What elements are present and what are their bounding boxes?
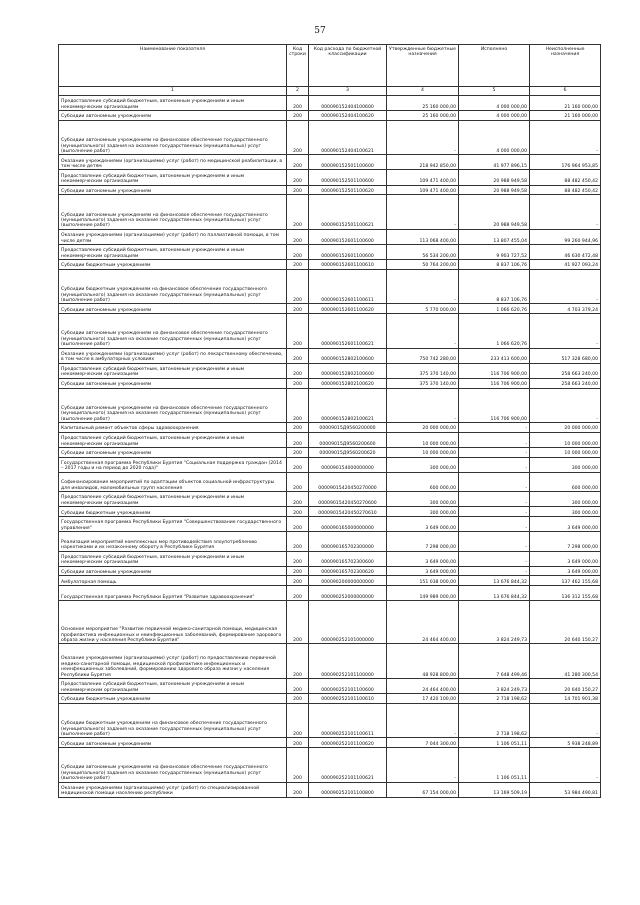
table-row (59, 229, 601, 244)
cell-name: Субсидии автономным учреждениям (59, 738, 287, 748)
cell-budget-code: 000090152501100620 (309, 185, 387, 195)
cell-executed: - (459, 423, 530, 433)
cell-name: Предоставление субсидий бюджетным, автономным учреждениям и иным некоммерческим организациям (59, 244, 287, 259)
cell-name: Субсидии автономным учреждениям (59, 566, 287, 576)
cell-approved: 300 000,00 (387, 507, 459, 517)
cell-name: Предоставление субсидий бюджетным, автономным учреждениям и иным некоммерческим организациям (59, 492, 287, 507)
cell-budget-code: 000090152802100600 (309, 348, 387, 363)
cell-name: Субсидии автономным учреждениям (59, 378, 287, 388)
cell-approved: 300 000,00 (387, 457, 459, 472)
cell-line-code: 200 (287, 120, 309, 155)
cell-budget-code: 000090152404100620 (309, 111, 387, 121)
cell-name: Субсидии автономным учреждениям на финансовое обеспечение государственного (муниципального) задания на оказание государственных (муниципальных) услуг (выполнение работ) (59, 120, 287, 155)
cell-name: Субсидии автономным учреждениям (59, 185, 287, 195)
cell-unexecuted: - (530, 388, 601, 423)
cell-executed: 13 169 509,19 (459, 782, 530, 797)
cell-budget-code: 000090252101100800 (309, 782, 387, 797)
header-executed: Исполнено (459, 45, 530, 87)
col-number: 1 (59, 87, 287, 96)
table-row (59, 363, 601, 378)
cell-approved: 375 370 140,00 (387, 363, 459, 378)
col-number: 3 (309, 87, 387, 96)
cell-approved: 56 534 200,00 (387, 244, 459, 259)
cell-name: Субсидии автономным учреждениям на финансовое обеспечение государственного (муниципального) задания на оказание государственных (муниципальных) услуг (выполнение работ) (59, 195, 287, 230)
table-row (59, 378, 601, 388)
cell-budget-code: 000090165702300620 (309, 566, 387, 576)
cell-line-code: 200 (287, 348, 309, 363)
cell-line-code: 200 (287, 432, 309, 447)
cell-executed: 2 718 198,62 (459, 694, 530, 704)
cell-name: Оказание учреждениями (организациями) услуг (работ) по предоставлению первичной медико-санитарной помощи, медицинской профилактике инфекционных и неинфекционных заболеваний, формированию здорового образа жизни у населения Республики Бурятия (59, 644, 287, 679)
cell-approved: 48 928 800,00 (387, 644, 459, 679)
cell-unexecuted: 176 964 953,85 (530, 155, 601, 170)
cell-approved: 3 649 000,00 (387, 551, 459, 566)
cell-budget-code: 000090252101100000 (309, 644, 387, 679)
cell-executed: 3 824 249,73 (459, 678, 530, 693)
table-row (59, 155, 601, 170)
cell-unexecuted: 3 649 000,00 (530, 551, 601, 566)
cell-approved: 113 068 400,00 (387, 229, 459, 244)
cell-budget-code: 000090152802100621 (309, 388, 387, 423)
cell-executed: 13 807 455,04 (459, 229, 530, 244)
cell-approved: 300 000,00 (387, 492, 459, 507)
table-row (59, 348, 601, 363)
cell-name: Субсидии бюджетным учреждениям (59, 260, 287, 270)
cell-approved: 20 000 000,00 (387, 423, 459, 433)
table-row (59, 423, 601, 433)
table-row (59, 532, 601, 551)
cell-line-code: 200 (287, 378, 309, 388)
cell-unexecuted: 300 000,00 (530, 457, 601, 472)
cell-name: Оказание учреждениями (организациями) услуг (работ) по лекарственному обеспечению, в том числе в амбулаторных условиях (59, 348, 287, 363)
page-number: 57 (314, 26, 326, 36)
cell-name: Субсидии автономным учреждениям на финансовое обеспечение государственного (муниципального) задания на оказание государственных (муниципальных) услуг (выполнение работ) (59, 748, 287, 783)
cell-unexecuted: - (530, 748, 601, 783)
cell-approved: - (387, 120, 459, 155)
cell-unexecuted: 46 630 472,48 (530, 244, 601, 259)
cell-name: Государственная программа Республики Бурятия "Развитие здравоохранения" (59, 586, 287, 601)
cell-line-code: 200 (287, 170, 309, 185)
table-row (59, 472, 601, 491)
table-row (59, 517, 601, 532)
table-row (59, 694, 601, 704)
cell-approved: 10 000 000,00 (387, 447, 459, 457)
cell-budget-code: 000090165702300000 (309, 532, 387, 551)
header-approved: Утвержденные бюджетные назначения (387, 45, 459, 87)
cell-approved: 109 471 400,00 (387, 185, 459, 195)
table-row (59, 457, 601, 472)
table-row (59, 566, 601, 576)
cell-name: Основное мероприятие "Развитие первичной медико-санитарной помощи, медицинская профилактика инфекционных и неинфекционных заболеваний, формирование здорового образа жизни у населения Республики Бурятия" (59, 601, 287, 644)
cell-executed: - (459, 507, 530, 517)
cell-line-code: 200 (287, 507, 309, 517)
cell-name: Субсидии автономным учреждениям (59, 111, 287, 121)
cell-executed: 3 824 249,73 (459, 601, 530, 644)
cell-line-code: 200 (287, 694, 309, 704)
cell-executed: - (459, 472, 530, 491)
cell-unexecuted: 21 160 000,00 (530, 111, 601, 121)
cell-executed: 2 718 198,62 (459, 703, 530, 738)
cell-unexecuted: 300 000,00 (530, 492, 601, 507)
cell-name: Оказание учреждениями (организациями) услуг (работ) по медицинской реабилитации, в том числе детям (59, 155, 287, 170)
cell-approved: - (387, 269, 459, 304)
cell-unexecuted: 88 482 450,42 (530, 170, 601, 185)
table-row (59, 120, 601, 155)
cell-unexecuted: 21 160 000,00 (530, 96, 601, 111)
cell-budget-code: 000090154000000000 (309, 457, 387, 472)
table-row (59, 738, 601, 748)
cell-executed: 20 988 949,58 (459, 185, 530, 195)
cell-executed: 1 066 620,76 (459, 304, 530, 314)
col-number: 2 (287, 87, 309, 96)
cell-unexecuted: 10 000 000,00 (530, 447, 601, 457)
cell-approved: 7 298 000,00 (387, 532, 459, 551)
cell-executed: - (459, 532, 530, 551)
cell-executed: 9 903 727,52 (459, 244, 530, 259)
cell-executed: - (459, 566, 530, 576)
cell-executed: 116 706 900,00 (459, 378, 530, 388)
cell-line-code: 200 (287, 423, 309, 433)
cell-line-code: 200 (287, 96, 309, 111)
cell-approved: 109 471 400,00 (387, 170, 459, 185)
cell-line-code: 200 (287, 269, 309, 304)
table-row (59, 551, 601, 566)
cell-budget-code: 000090152802100600 (309, 363, 387, 378)
col-number: 4 (387, 87, 459, 96)
table-row (59, 601, 601, 644)
table-row (59, 388, 601, 423)
table-row (59, 703, 601, 738)
table-row (59, 678, 601, 693)
cell-line-code: 200 (287, 185, 309, 195)
cell-line-code: 200 (287, 304, 309, 314)
table-row (59, 195, 601, 230)
cell-line-code: 200 (287, 457, 309, 472)
cell-approved: 24 464 400,00 (387, 601, 459, 644)
table-row (59, 782, 601, 797)
cell-line-code: 200 (287, 447, 309, 457)
table-row (59, 185, 601, 195)
cell-budget-code: 000090152404100621 (309, 120, 387, 155)
cell-unexecuted: 600 000,00 (530, 472, 601, 491)
cell-line-code: 200 (287, 155, 309, 170)
cell-name: Предоставление субсидий бюджетным, автономным учреждениям и иным некоммерческим организациям (59, 363, 287, 378)
cell-executed: 4 000 000,00 (459, 111, 530, 121)
cell-executed: 233 413 600,00 (459, 348, 530, 363)
cell-executed: 116 706 900,00 (459, 388, 530, 423)
cell-approved: 25 160 000,00 (387, 111, 459, 121)
cell-budget-code: 000090152601100610 (309, 260, 387, 270)
cell-unexecuted: 300 000,00 (530, 507, 601, 517)
cell-budget-code: 00009015420450270000 (309, 472, 387, 491)
cell-executed: - (459, 457, 530, 472)
cell-executed: 1 106 051,11 (459, 748, 530, 783)
cell-budget-code: 00009015Д9560200620 (309, 447, 387, 457)
cell-approved: 3 649 000,00 (387, 517, 459, 532)
cell-unexecuted: 41 280 300,54 (530, 644, 601, 679)
cell-executed: 20 988 949,58 (459, 170, 530, 185)
cell-line-code: 200 (287, 586, 309, 601)
cell-name: Предоставление субсидий бюджетным, автономным учреждениям и иным некоммерческим организациям (59, 432, 287, 447)
table-row (59, 576, 601, 586)
cell-budget-code: 000090152501100621 (309, 195, 387, 230)
cell-budget-code: 000090252101000000 (309, 601, 387, 644)
table-row (59, 260, 601, 270)
table-row (59, 314, 601, 349)
cell-name: Оказание учреждениями (организациями) услуг (работ) по паллиативной помощи, в том числе детям (59, 229, 287, 244)
cell-line-code: 200 (287, 244, 309, 259)
cell-line-code: 200 (287, 229, 309, 244)
cell-budget-code: 000090252000000000 (309, 586, 387, 601)
cell-name: Софинансирование мероприятий по адаптации объектов социальной инфраструктуры для инвалидов, маломобильных групп населения (59, 472, 287, 491)
cell-name: Субсидии автономным учреждениям на финансовое обеспечение государственного (муниципального) задания на оказание государственных (муниципальных) услуг (выполнение работ) (59, 314, 287, 349)
cell-line-code: 200 (287, 388, 309, 423)
cell-unexecuted: 20 640 150,27 (530, 601, 601, 644)
cell-line-code: 200 (287, 195, 309, 230)
cell-line-code: 200 (287, 678, 309, 693)
cell-approved: 750 742 280,00 (387, 348, 459, 363)
table-row (59, 644, 601, 679)
header-name: Наименование показателя (59, 45, 287, 87)
cell-executed: 13 676 844,32 (459, 586, 530, 601)
column-number-row (59, 87, 601, 96)
cell-approved: 375 370 140,00 (387, 378, 459, 388)
table-row (59, 96, 601, 111)
cell-name: Субсидии автономным учреждениям (59, 304, 287, 314)
cell-unexecuted: 53 984 490,81 (530, 782, 601, 797)
budget-execution-table (58, 44, 601, 798)
cell-unexecuted: 88 482 450,42 (530, 185, 601, 195)
cell-line-code: 200 (287, 551, 309, 566)
cell-approved: 17 420 100,00 (387, 694, 459, 704)
cell-executed: - (459, 447, 530, 457)
cell-name: Государственная программа Республики Бурятия "Совершенствование государственного управления" (59, 517, 287, 532)
table-row (59, 170, 601, 185)
header-line-code: Код строки (287, 45, 309, 87)
cell-executed: 116 706 900,00 (459, 363, 530, 378)
cell-unexecuted: 14 701 901,38 (530, 694, 601, 704)
cell-line-code: 200 (287, 601, 309, 644)
cell-executed: - (459, 432, 530, 447)
cell-executed: - (459, 517, 530, 532)
cell-executed: - (459, 492, 530, 507)
cell-name: Субсидии автономным учреждениям на финансовое обеспечение государственного (муниципального) задания на оказание государственных (муниципальных) услуг (выполнение работ) (59, 388, 287, 423)
cell-line-code: 200 (287, 738, 309, 748)
cell-name: Предоставление субсидий бюджетным, автономным учреждениям и иным некоммерческим организациям (59, 170, 287, 185)
cell-unexecuted: 3 649 000,00 (530, 566, 601, 576)
cell-budget-code: 000090165000000000 (309, 517, 387, 532)
cell-name: Предоставление субсидий бюджетным, автономным учреждениям и иным некоммерческим организациям (59, 678, 287, 693)
table-row (59, 304, 601, 314)
cell-unexecuted: 137 462 155,68 (530, 576, 601, 586)
cell-budget-code: 00009015Д9560200600 (309, 432, 387, 447)
table-row (59, 111, 601, 121)
cell-line-code: 200 (287, 748, 309, 783)
cell-approved: - (387, 388, 459, 423)
cell-executed: 7 648 499,46 (459, 644, 530, 679)
cell-name: Государственная программа Республики Бурятия "Социальная поддержка граждан (2014 – 2017 годы и на период до 2020 года)" (59, 457, 287, 472)
cell-budget-code: 00009015Д9560200000 (309, 423, 387, 433)
cell-executed: 8 837 106,76 (459, 269, 530, 304)
cell-name: Реализация мероприятий комплексных мер противодействия злоупотреблению наркотиками и их незаконному обороту в Республике Бурятия (59, 532, 287, 551)
cell-executed: 1 106 051,11 (459, 738, 530, 748)
cell-approved: 151 038 000,00 (387, 576, 459, 586)
col-number: 5 (459, 87, 530, 96)
cell-name: Капитальный ремонт объектов сферы здравоохранения (59, 423, 287, 433)
table-row (59, 269, 601, 304)
cell-line-code: 200 (287, 492, 309, 507)
cell-line-code: 200 (287, 111, 309, 121)
cell-line-code: 200 (287, 260, 309, 270)
cell-executed: 4 000 000,00 (459, 96, 530, 111)
cell-line-code: 200 (287, 314, 309, 349)
cell-approved: 24 464 400,00 (387, 678, 459, 693)
cell-budget-code: 000090252101100611 (309, 703, 387, 738)
cell-executed: 1 066 620,76 (459, 314, 530, 349)
cell-unexecuted: 258 663 240,00 (530, 378, 601, 388)
cell-unexecuted: 41 927 093,24 (530, 260, 601, 270)
table-row (59, 244, 601, 259)
cell-approved: 600 000,00 (387, 472, 459, 491)
cell-approved: - (387, 195, 459, 230)
cell-name: Субсидии бюджетным учреждениям (59, 507, 287, 517)
cell-budget-code: 000090252101100600 (309, 678, 387, 693)
table-row (59, 447, 601, 457)
header-unexecuted: Неисполненные назначения (530, 45, 601, 87)
cell-unexecuted: 20 000 000,00 (530, 423, 601, 433)
cell-line-code: 200 (287, 703, 309, 738)
cell-approved: - (387, 314, 459, 349)
cell-unexecuted: 7 298 000,00 (530, 532, 601, 551)
cell-unexecuted: 10 000 000,00 (530, 432, 601, 447)
cell-budget-code: 000090152601100621 (309, 314, 387, 349)
header-budget-code: Код расхода по бюджетной классификации (309, 45, 387, 87)
cell-approved: - (387, 703, 459, 738)
cell-name: Предоставление субсидий бюджетным, автономным учреждениям и иным некоммерческим организациям (59, 96, 287, 111)
cell-budget-code: 000090152404100600 (309, 96, 387, 111)
cell-budget-code: 000090152501100600 (309, 170, 387, 185)
table-row (59, 748, 601, 783)
cell-approved: - (387, 748, 459, 783)
cell-budget-code: 00009015420450270610 (309, 507, 387, 517)
cell-unexecuted: 4 703 379,24 (530, 304, 601, 314)
cell-executed: - (459, 551, 530, 566)
cell-budget-code: 000090152601100620 (309, 304, 387, 314)
cell-line-code: 200 (287, 472, 309, 491)
cell-unexecuted: - (530, 269, 601, 304)
cell-line-code: 200 (287, 532, 309, 551)
cell-unexecuted: - (530, 703, 601, 738)
cell-unexecuted: 3 649 000,00 (530, 517, 601, 532)
cell-approved: 149 989 000,00 (387, 586, 459, 601)
cell-approved: 5 770 000,00 (387, 304, 459, 314)
col-number: 6 (530, 87, 601, 96)
cell-budget-code: 000090152601100600 (309, 229, 387, 244)
cell-executed: 20 988 949,58 (459, 195, 530, 230)
cell-executed: 41 977 896,15 (459, 155, 530, 170)
cell-unexecuted: 99 260 944,96 (530, 229, 601, 244)
cell-name: Амбулаторная помощь (59, 576, 287, 586)
table-row (59, 492, 601, 507)
cell-name: Предоставление субсидий бюджетным, автономным учреждениям и иным некоммерческим организациям (59, 551, 287, 566)
cell-unexecuted: 5 938 248,89 (530, 738, 601, 748)
cell-unexecuted: 517 328 680,00 (530, 348, 601, 363)
cell-executed: 8 837 106,76 (459, 260, 530, 270)
cell-line-code: 200 (287, 782, 309, 797)
table-row (59, 507, 601, 517)
cell-line-code: 200 (287, 566, 309, 576)
cell-line-code: 200 (287, 363, 309, 378)
cell-budget-code: 000090200000000000 (309, 576, 387, 586)
cell-line-code: 200 (287, 576, 309, 586)
cell-budget-code: 000090252101100620 (309, 738, 387, 748)
cell-budget-code: 000090152802100620 (309, 378, 387, 388)
cell-approved: 10 000 000,00 (387, 432, 459, 447)
cell-executed: 13 676 844,32 (459, 576, 530, 586)
cell-budget-code: 000090252101100610 (309, 694, 387, 704)
cell-budget-code: 000090165702300600 (309, 551, 387, 566)
cell-name: Субсидии бюджетным учреждениям на финансовое обеспечение государственного (муниципального) задания на оказание государственных (муниципальных) услуг (выполнение работ) (59, 703, 287, 738)
cell-unexecuted: - (530, 195, 601, 230)
cell-approved: 3 649 000,00 (387, 566, 459, 576)
cell-approved: 67 154 000,00 (387, 782, 459, 797)
cell-budget-code: 000090152601100600 (309, 244, 387, 259)
cell-name: Субсидии автономным учреждениям (59, 447, 287, 457)
cell-name: Оказание учреждениями (организациями) услуг (работ) по специализированной медицинской помощи населению республики (59, 782, 287, 797)
cell-budget-code: 000090152601100611 (309, 269, 387, 304)
table-row (59, 586, 601, 601)
cell-executed: 4 000 000,00 (459, 120, 530, 155)
cell-unexecuted: 258 663 240,00 (530, 363, 601, 378)
table-row (59, 432, 601, 447)
cell-approved: 218 942 850,00 (387, 155, 459, 170)
cell-approved: 7 044 300,00 (387, 738, 459, 748)
cell-name: Субсидии бюджетным учреждениям на финансовое обеспечение государственного (муниципального) задания на оказание государственных (муниципальных) услуг (выполнение работ) (59, 269, 287, 304)
cell-unexecuted: - (530, 120, 601, 155)
cell-approved: 50 764 200,00 (387, 260, 459, 270)
cell-approved: 25 160 000,00 (387, 96, 459, 111)
cell-line-code: 200 (287, 517, 309, 532)
header-row (59, 45, 601, 87)
cell-name: Субсидии бюджетным учреждениям (59, 694, 287, 704)
cell-line-code: 200 (287, 644, 309, 679)
cell-unexecuted: - (530, 314, 601, 349)
cell-budget-code: 00009015420450270600 (309, 492, 387, 507)
cell-unexecuted: 136 312 155,68 (530, 586, 601, 601)
cell-budget-code: 000090152501100600 (309, 155, 387, 170)
cell-budget-code: 000090252101100621 (309, 748, 387, 783)
cell-unexecuted: 20 640 150,27 (530, 678, 601, 693)
